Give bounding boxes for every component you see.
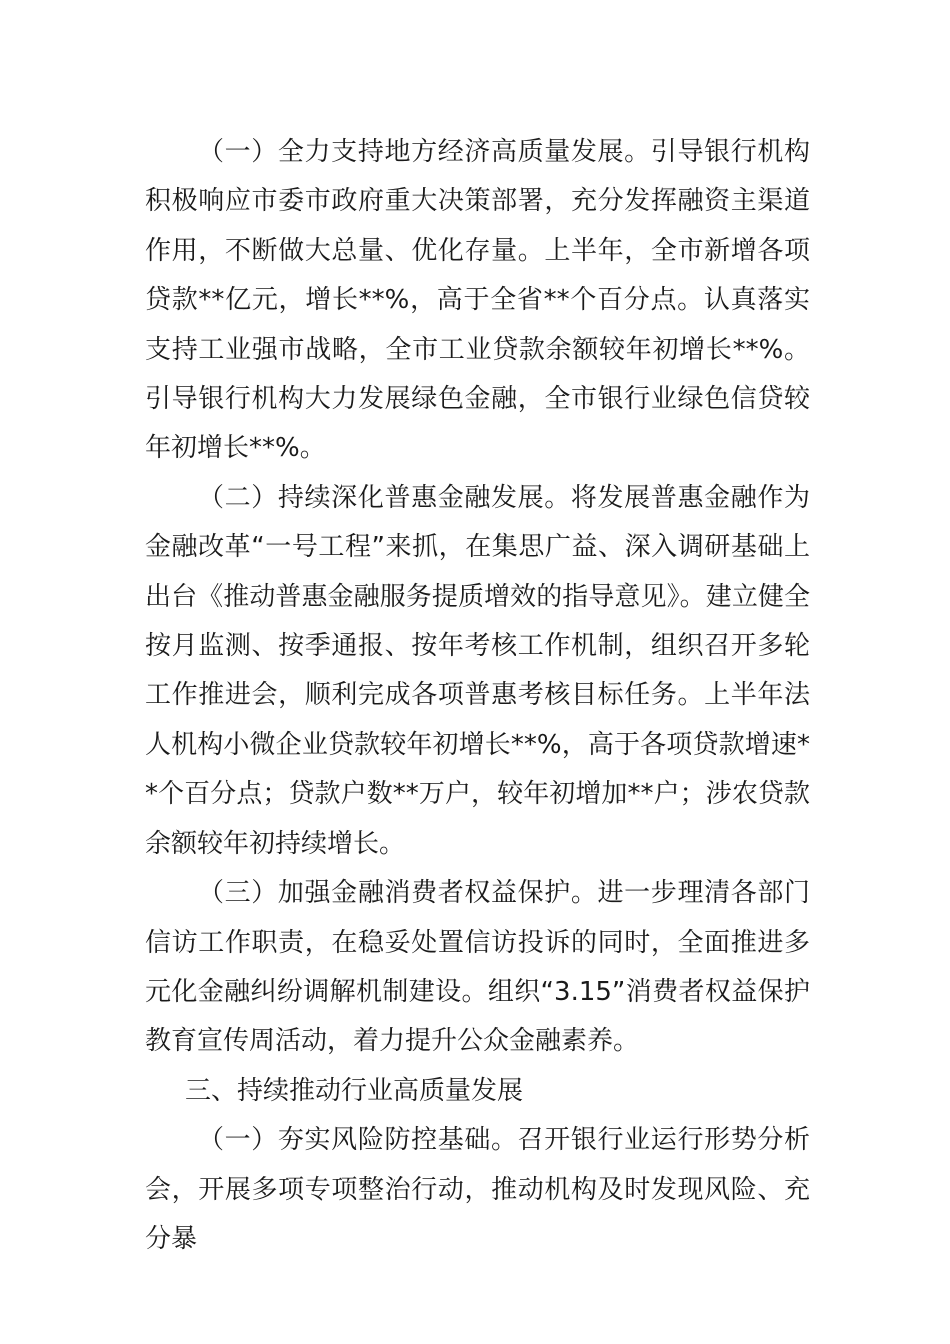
document-body [145, 128, 810, 1264]
paragraph-consumer-protection: （三）加强金融消费者权益保护。进一步理清各部门信访工作职责，在稳妥处置信访投诉的同时，全面推进多元化金融纠纷调解机制建设。组织“3.15”消费者权益保护教育宣传周活动，着力提升公众金融素养。 [145, 878, 810, 1057]
paragraph-economic-support: （一）全力支持地方经济高质量发展。引导银行机构积极响应市委市政府重大决策部署，充分发挥融资主渠道作用，不断做大总量、优化存量。上半年，全市新增各项贷款**亿元，增长**%，高于全省**个百分点。认真落实支持工业强市战略，全市工业贷款余额较年初增长**%。引导银行机构大力发展绿色金融，全市银行业绿色信贷较年初增长**%。 [145, 137, 810, 464]
section-heading-three: 三、持续推动行业高质量发展 [185, 1075, 524, 1106]
paragraph-inclusive-finance: （二）持续深化普惠金融发展。将发展普惠金融作为金融改革“一号工程”来抓，在集思广益、深入调研基础上出台《推动普惠金融服务提质增效的指导意见》。建立健全按月监测、按季通报、按年考核工作机制，组织召开多轮工作推进会，顺利完成各项普惠考核目标任务。上半年法人机构小微企业贷款较年初增长**%，高于各项贷款增速**个百分点；贷款户数**万户，较年初增加**户；涉农贷款余额较年初持续增长。 [145, 482, 810, 859]
paragraph-risk-control: （一）夯实风险防控基础。召开银行业运行形势分析会，开展多项专项整治行动，推动机构及时发现风险、充分暴 [145, 1125, 810, 1254]
